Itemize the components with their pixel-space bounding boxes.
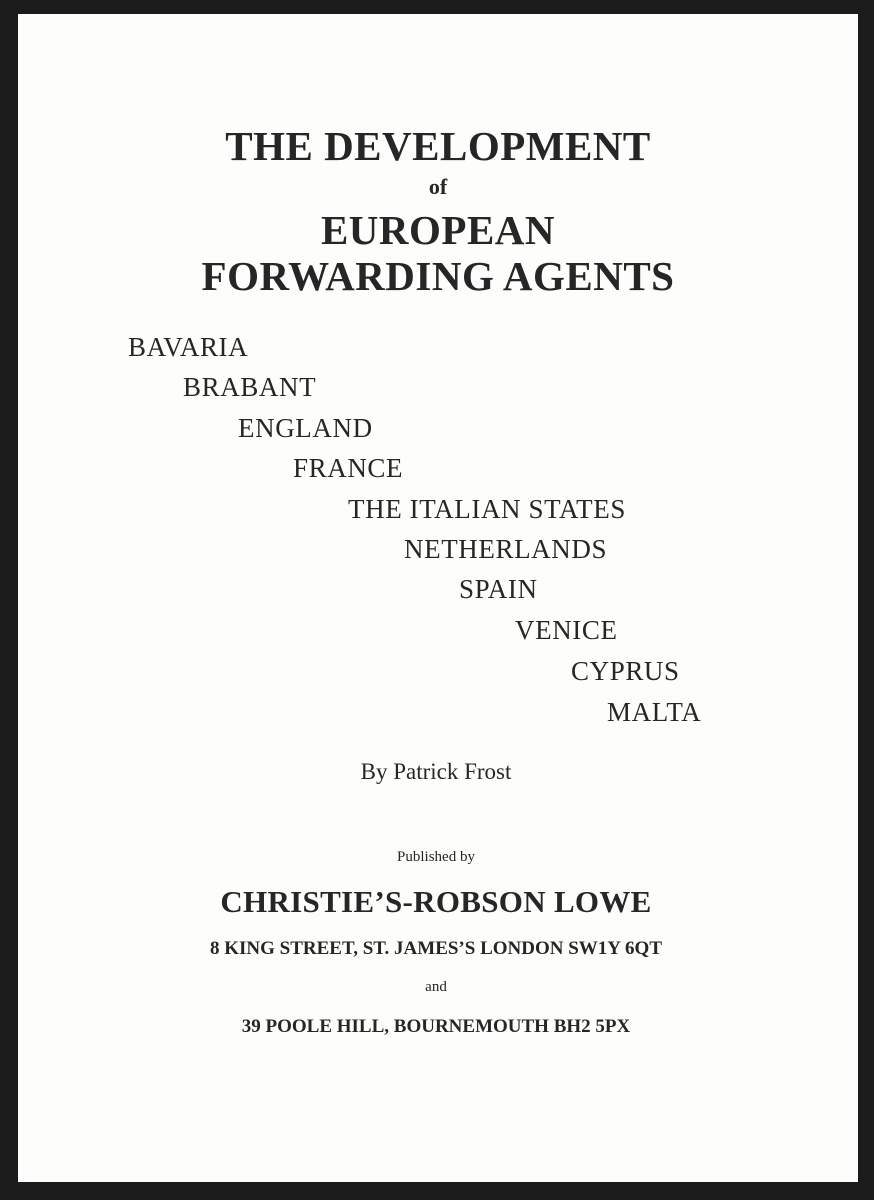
booklet-cover — [18, 14, 858, 1182]
title-line-3: EUROPEAN — [320, 207, 556, 253]
region-venice: VENICE — [515, 615, 618, 645]
title-line-2: of — [428, 174, 448, 199]
region-spain: SPAIN — [459, 574, 538, 604]
region-malta: MALTA — [607, 697, 702, 727]
region-bavaria: BAVARIA — [128, 332, 249, 362]
title-line-4: FORWARDING AGENTS — [201, 253, 675, 299]
author-line: By Patrick Frost — [360, 759, 512, 784]
address-bournemouth: 39 POOLE HILL, BOURNEMOUTH BH2 5PX — [241, 1016, 631, 1037]
region-brabant: BRABANT — [183, 372, 317, 402]
region-england: ENGLAND — [238, 413, 373, 443]
region-netherlands: NETHERLANDS — [404, 534, 608, 564]
region-italian-states: THE ITALIAN STATES — [348, 494, 626, 524]
title-line-1: THE DEVELOPMENT — [225, 123, 651, 169]
region-france: FRANCE — [293, 453, 404, 483]
address-london: 8 KING STREET, ST. JAMES’S LONDON SW1Y 6QT — [209, 938, 663, 959]
region-cyprus: CYPRUS — [571, 656, 680, 686]
publisher-name: CHRISTIE’S-ROBSON LOWE — [220, 884, 652, 919]
and-label: and — [425, 979, 447, 995]
published-by-label: Published by — [397, 849, 475, 865]
